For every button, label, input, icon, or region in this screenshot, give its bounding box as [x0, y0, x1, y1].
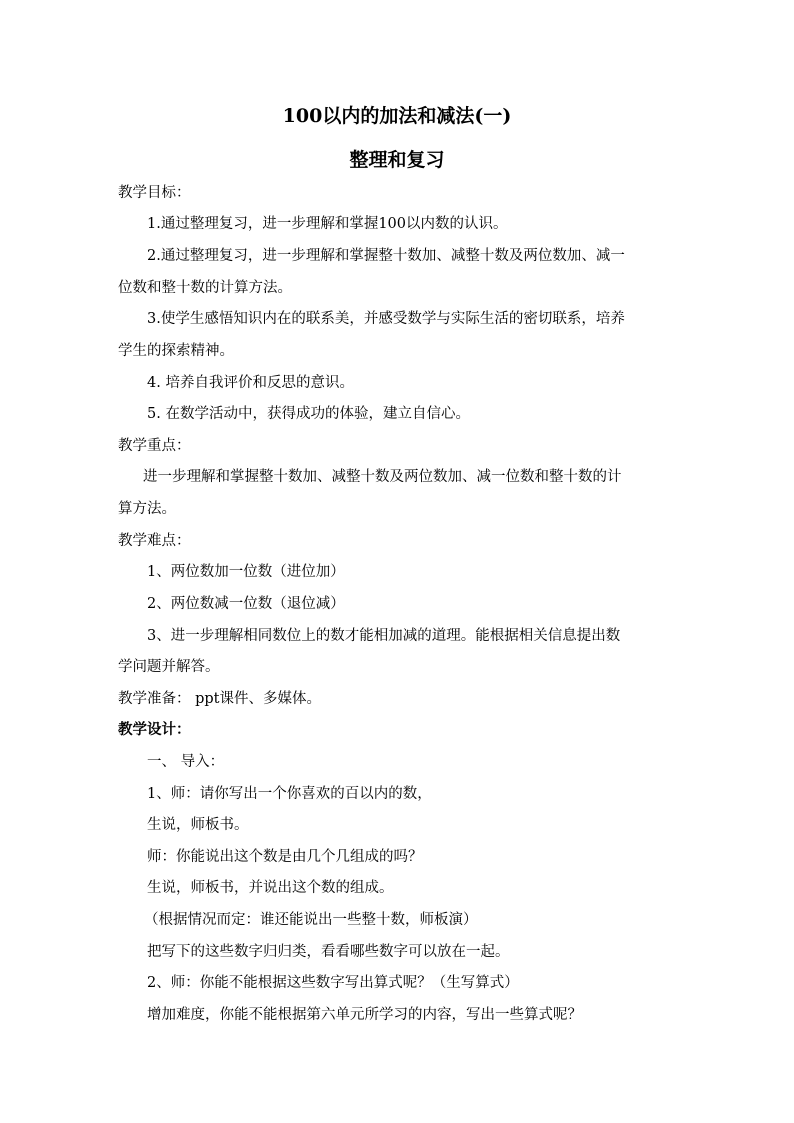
design-line-8: 增加难度，你能不能根据第六单元所学习的内容，写出一些算式呢？ [147, 1007, 582, 1023]
objective-5: 5. 在数学活动中，获得成功的体验，建立自信心。 [147, 406, 470, 422]
difficulty-3: 3、进一步理解相同数位上的数才能相加减的道理。能根据相关信息提出数 [147, 628, 621, 644]
key-point-text: 进一步理解和掌握整十数加、减整十数及两位数加、减一位数和整十数的计 [143, 469, 622, 485]
design-step-1-heading: 一、 导入： [147, 754, 225, 770]
document-subtitle: 整理和复习 [349, 149, 445, 171]
design-line-5: （根据情况而定：谁还能说出一些整十数，师板演） [144, 912, 478, 928]
design-line-3: 师：你能说出这个数是由几个几组成的吗？ [147, 849, 423, 865]
design-line-1: 1、师：请你写出一个你喜欢的百以内的数， [147, 786, 432, 802]
key-point-text-continued: 算方法。 [118, 501, 176, 517]
section-preparation: 教学准备： ppt课件、多媒体。 [118, 691, 321, 707]
objective-2-continued: 位数和整十数的计算方法。 [118, 280, 292, 296]
document-title: 100以内的加法和减法(一) [282, 105, 512, 127]
design-line-7: 2、师：你能不能根据这些数字写出算式呢？（生写算式） [147, 975, 519, 991]
objective-3: 3.使学生感悟知识内在的联系美，并感受数学与实际生活的密切联系，培养 [147, 311, 625, 327]
design-line-4: 生说，师板书，并说出这个数的组成。 [147, 880, 394, 896]
difficulty-1: 1、两位数加一位数（进位加） [147, 564, 345, 580]
section-heading-objectives: 教学目标： [118, 185, 191, 201]
section-heading-key-points: 教学重点： [118, 438, 191, 454]
design-line-2: 生说，师板书。 [147, 817, 249, 833]
objective-4: 4. 培养自我评价和反思的意识。 [147, 375, 354, 391]
objective-1: 1.通过整理复习，进一步理解和掌握100以内数的认识。 [147, 216, 508, 232]
objective-2: 2.通过整理复习，进一步理解和掌握整十数加、减整十数及两位数加、减一 [147, 248, 625, 264]
section-heading-difficulties: 教学难点： [118, 533, 191, 549]
objective-3-continued: 学生的探索精神。 [118, 343, 234, 359]
difficulty-2: 2、两位数减一位数（退位减） [147, 596, 345, 612]
design-line-6: 把写下的这些数字归归类，看看哪些数字可以放在一起。 [147, 944, 510, 960]
difficulty-3-continued: 学问题并解答。 [118, 659, 220, 675]
section-heading-design: 教学设计： [118, 721, 191, 738]
